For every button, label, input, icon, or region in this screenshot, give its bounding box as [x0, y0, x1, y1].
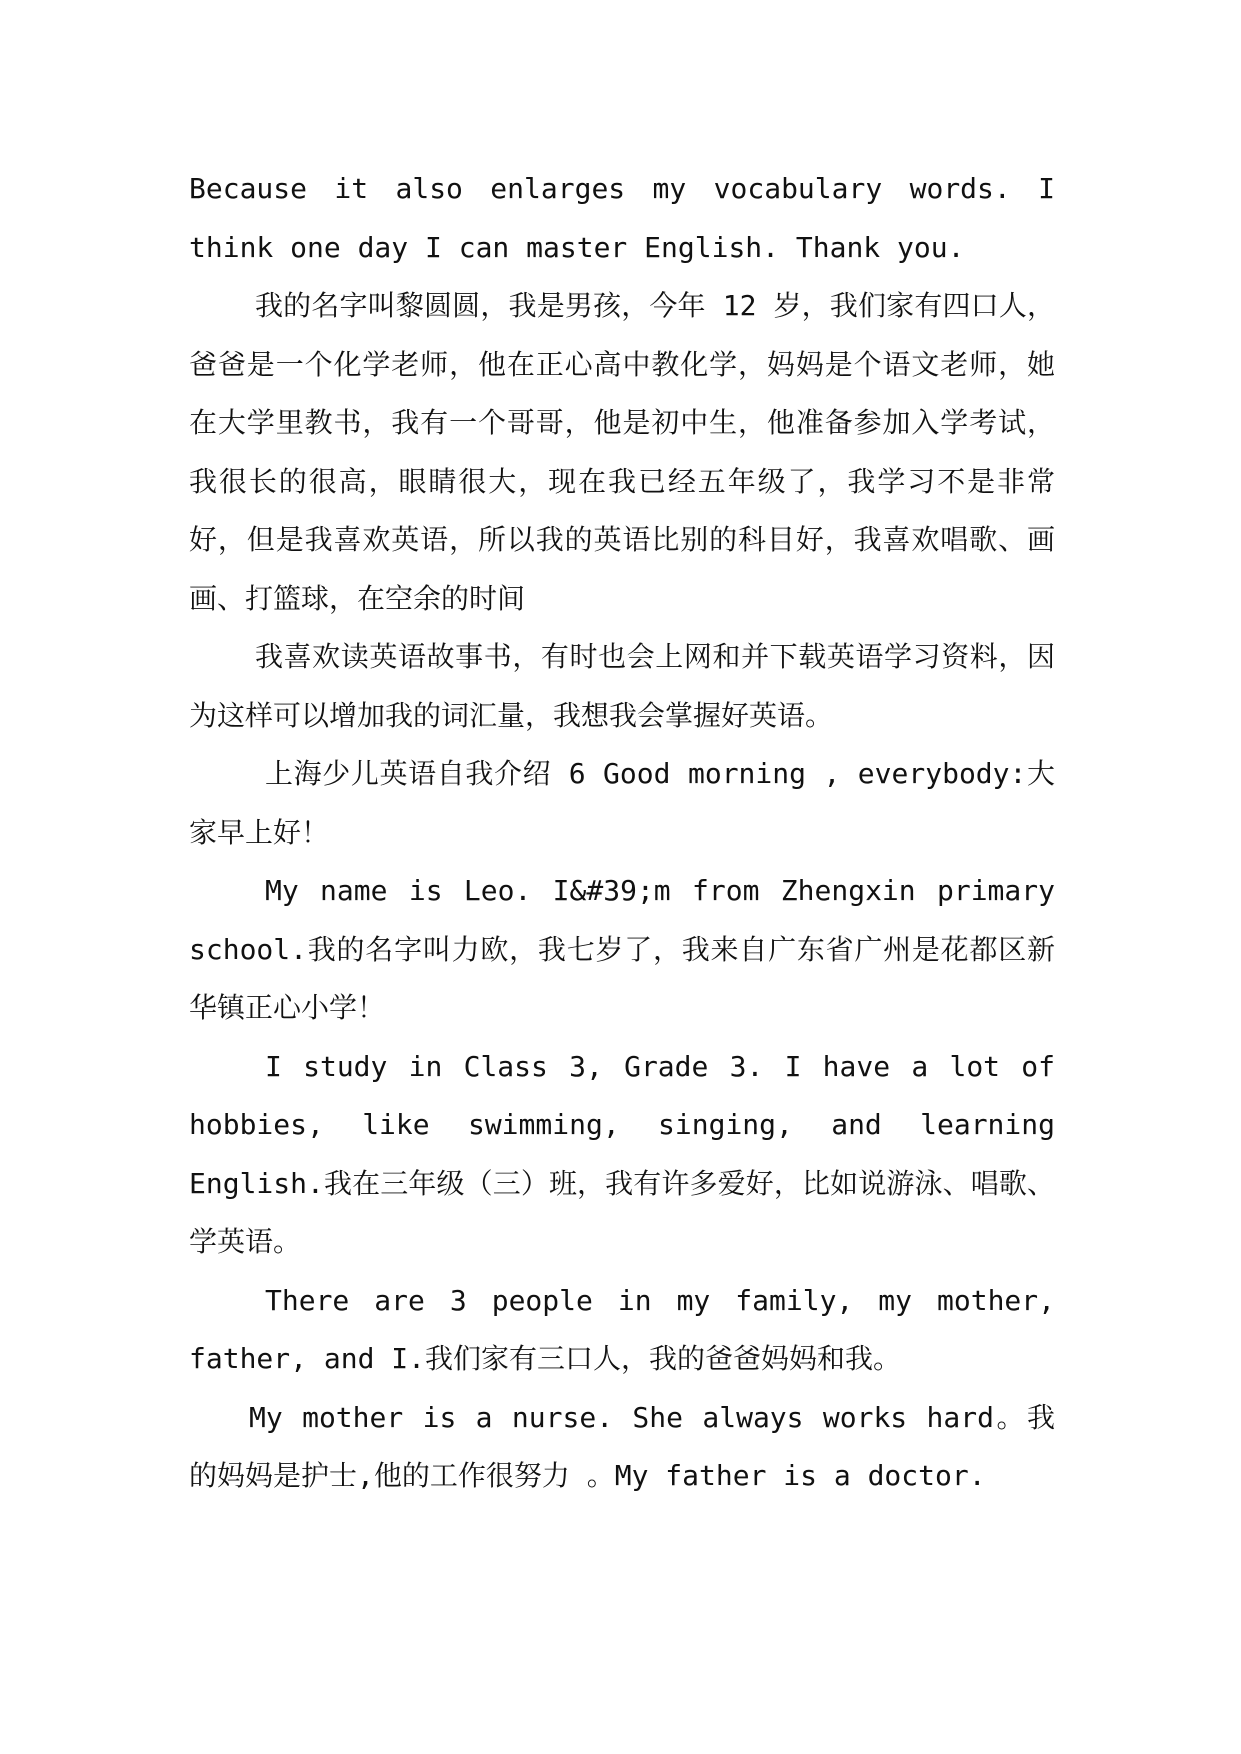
paragraph-family-members: There are 3 people in my family, my mother, father, and I.我们家有三口人，我的爸爸妈妈和我。	[189, 1283, 1055, 1375]
paragraph-reading-stories: 我喜欢读英语故事书，有时也会上网和并下载英语学习资料，因为这样可以增加我的词汇量，我想我会掌握好英语。	[189, 640, 1055, 732]
paragraph-class-hobbies: I study in Class 3, Grade 3. I have a lot of hobbies, like swimming, singing, and learning English.我在三年级（三）班，我有许多爱好，比如说游泳、唱歌、学英语。	[189, 1049, 1055, 1258]
paragraph-section-heading-6: 上海少儿英语自我介绍 6 Good morning , everybody:大家早上好！	[189, 757, 1055, 849]
paragraph-li-yuanyuan-intro: 我的名字叫黎圆圆，我是男孩，今年 12 岁，我们家有四口人，爸爸是一个化学老师，他在正心高中教化学，妈妈是个语文老师，她在大学里教书，我有一个哥哥，他是初中生，他准备参加入学考试，我很长的很高，眼睛很大，现在我已经五年级了，我学习不是非常好，但是我喜欢英语，所以我的英语比别的科目好，我喜欢唱歌、画画、打篮球，在空余的时间	[189, 289, 1055, 615]
paragraph-vocabulary-conclusion: Because it also enlarges my vocabulary words. I think one day I can master English. Thank you.	[189, 172, 1055, 264]
document-body	[189, 160, 1055, 1506]
paragraph-leo-name: My name is Leo. I&#39;m from Zhengxin primary school.我的名字叫力欧，我七岁了，我来自广东省广州是花都区新华镇正心小学！	[189, 874, 1055, 1024]
paragraph-parents-jobs: My mother is a nurse. She always works hard。我的妈妈是护士,他的工作很努力 。My father is a doctor.	[189, 1400, 1055, 1492]
